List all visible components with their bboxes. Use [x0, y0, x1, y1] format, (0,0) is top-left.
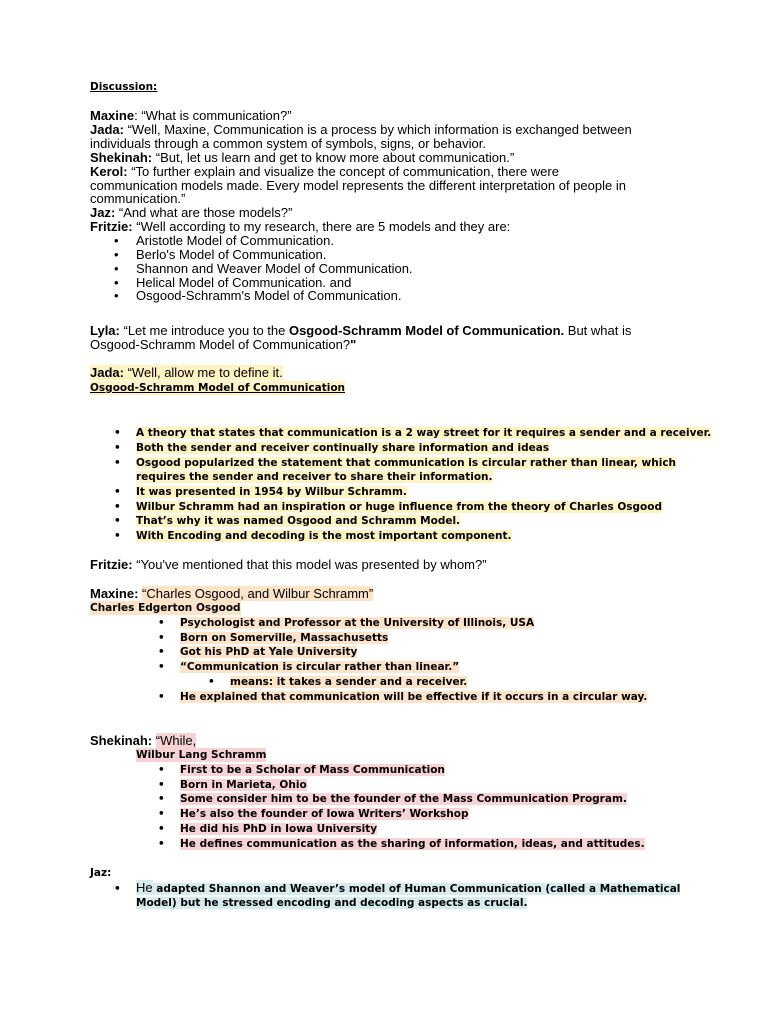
dialogue-line: [90, 165, 559, 179]
schramm-name-heading: Wilbur Lang Schramm: [136, 749, 267, 761]
schramm-fact: [158, 778, 307, 792]
osgood-name-heading: Charles Edgerton Osgood: [90, 602, 241, 614]
fact-text: Psychologist and Professor at the University of Illinois, USA: [180, 617, 535, 629]
dialogue-continuation: [90, 338, 356, 352]
speaker-name: Maxine: [90, 108, 135, 123]
dialogue-text: “Well according to my research, there are 5 models and they are:: [136, 219, 511, 234]
dialogue-text: “What is communication?”: [141, 108, 292, 123]
dialogue-line: [90, 109, 292, 123]
point-text: A theory that states that communication is a 2 way street for it requires a sender and a receiver.: [136, 427, 712, 439]
model-name: Helical Model of Communication. and: [136, 275, 352, 290]
osgood-fact: [158, 631, 388, 645]
dialogue-line: [90, 151, 514, 165]
bullet-icon: [158, 837, 180, 851]
point-text: adapted Shannon and Weaver’s model of Human Communication (called a Mathematical: [152, 883, 681, 895]
theory-point: [114, 514, 460, 528]
theory-point: [114, 441, 549, 455]
bullet-icon: [158, 807, 180, 821]
dialogue-text: Osgood-Schramm Model of Communication?: [90, 337, 351, 352]
dialogue-text: “Well, Maxine, Communication is a process by which information is exchanged between: [127, 122, 632, 137]
dialogue-continuation: communication.”: [90, 191, 186, 206]
dialogue-line: [90, 558, 487, 572]
fact-text: Some consider him to be the founder of the Mass Communication Program.: [180, 793, 627, 805]
point-text: With Encoding and decoding is the most important component.: [136, 530, 512, 542]
closing-quote: ": [350, 337, 357, 352]
dialogue-line: [90, 324, 631, 338]
bullet-icon: [114, 426, 136, 440]
fact-text: “Communication is circular rather than linear.”: [180, 661, 460, 673]
theory-point: [114, 529, 512, 543]
bullet-icon: [158, 822, 180, 836]
bullet-icon: [114, 456, 136, 470]
bullet-icon: [208, 675, 230, 689]
dialogue-line: [90, 123, 632, 137]
bullet-icon: [158, 660, 180, 674]
fact-text: Born on Somerville, Massachusetts: [180, 632, 389, 644]
fact-text: He’s also the founder of Iowa Writers’ Workshop: [180, 808, 469, 820]
discussion-heading: Discussion:: [90, 81, 158, 93]
speaker-name: Fritzie:: [90, 557, 133, 572]
separator: :: [134, 108, 142, 123]
speaker-name: Jada:: [90, 122, 124, 137]
osgood-schramm-heading: Osgood-Schramm Model of Communication: [90, 382, 346, 394]
bullet-icon: [158, 645, 180, 659]
model-list-item: [114, 262, 413, 276]
theory-point-continuation: [136, 470, 493, 484]
dialogue-text: “But, let us learn and get to know more about communication.”: [155, 150, 515, 165]
point-text: That’s why it was named Osgood and Schramm Model.: [136, 515, 461, 527]
fact-text: He did his PhD in Iowa University: [180, 823, 378, 835]
jaz-point-continuation: [136, 896, 527, 910]
dialogue-line: [90, 220, 510, 234]
speaker-name: Lyla:: [90, 323, 120, 338]
bullet-icon: [114, 882, 136, 896]
bullet-icon: [114, 262, 136, 276]
point-text: It was presented in 1954 by Wilbur Schramm.: [136, 486, 407, 498]
fact-text: Got his PhD at Yale University: [180, 646, 358, 658]
dialogue-text: “Well, allow me to define it.: [127, 365, 283, 380]
schramm-fact: [158, 837, 645, 851]
model-list-item: [114, 289, 401, 303]
osgood-fact: [158, 660, 459, 674]
fact-text: He defines communication as the sharing of information, ideas, and attitudes.: [180, 838, 645, 850]
osgood-fact: [158, 616, 534, 630]
bullet-icon: [158, 690, 180, 704]
dialogue-text: “And what are those models?”: [118, 205, 293, 220]
fact-text: First to be a Scholar of Mass Communication: [180, 764, 445, 776]
bullet-icon: [114, 248, 136, 262]
theory-point: [114, 485, 407, 499]
speaker-name: Shekinah:: [90, 733, 153, 748]
speaker-name: Shekinah:: [90, 150, 153, 165]
osgood-fact: [158, 645, 357, 659]
bullet-icon: [158, 778, 180, 792]
speaker-name: Jaz:: [90, 867, 112, 879]
fact-text: Born in Marieta, Ohio: [180, 779, 307, 791]
schramm-fact: [158, 822, 377, 836]
osgood-fact: [158, 690, 647, 704]
speaker-name: Fritzie:: [90, 219, 133, 234]
bullet-icon: [114, 485, 136, 499]
speaker-name: Maxine:: [90, 586, 139, 601]
schramm-fact: [158, 763, 445, 777]
model-name: Berlo's Model of Communication.: [136, 247, 327, 262]
model-name: Aristotle Model of Communication.: [136, 233, 334, 248]
schramm-fact: [158, 792, 627, 806]
dialogue-continuation: communication models made. Every model represents the different interpretation of people in: [90, 178, 626, 193]
point-text: requires the sender and receiver to share their information.: [136, 471, 493, 483]
point-text: Model) but he stressed encoding and decoding aspects as crucial.: [136, 897, 528, 909]
speaker-name: Jaz:: [90, 205, 116, 220]
dialogue-text: “To further explain and visualize the concept of communication, there were: [131, 164, 559, 179]
point-text: Wilbur Schramm had an inspiration or huge influence from the theory of Charles Osgood: [136, 501, 662, 513]
speaker-name: Kerol:: [90, 164, 128, 179]
dialogue-continuation: individuals through a common system of symbols, signs, or behavior.: [90, 136, 486, 151]
dialogue-text: “Charles Osgood, and Wilbur Schramm”: [142, 586, 374, 601]
dialogue-text: “You've mentioned that this model was presented by whom?”: [136, 557, 487, 572]
dialogue-text: “While,: [155, 733, 197, 748]
model-name: Osgood-Schramm's Model of Communication.: [136, 288, 402, 303]
bullet-icon: [114, 234, 136, 248]
bullet-icon: [114, 441, 136, 455]
model-list-item: [114, 248, 326, 262]
osgood-sub-fact: [208, 675, 467, 689]
dialogue-text: “Let me introduce you to the: [123, 323, 289, 338]
dialogue-line: [90, 587, 373, 601]
point-text: Both the sender and receiver continually share information and ideas: [136, 442, 550, 454]
dialogue-line: [90, 734, 196, 748]
model-name: Shannon and Weaver Model of Communication.: [136, 261, 413, 276]
bullet-icon: [114, 289, 136, 303]
model-title-emphasis: Osgood-Schramm Model of Communication.: [288, 323, 565, 338]
theory-point: [114, 500, 662, 514]
theory-point: [114, 456, 676, 470]
point-text: He: [136, 880, 153, 895]
model-list-item: [114, 234, 334, 248]
theory-point: [114, 426, 711, 440]
speaker-name: Jada:: [90, 365, 124, 380]
bullet-icon: [158, 763, 180, 777]
bullet-icon: [114, 514, 136, 528]
dialogue-line: [90, 206, 292, 220]
dialogue-text: But what is: [564, 323, 632, 338]
bullet-icon: [158, 792, 180, 806]
bullet-icon: [114, 500, 136, 514]
bullet-icon: [114, 529, 136, 543]
schramm-fact: [158, 807, 469, 821]
dialogue-line: [90, 366, 283, 380]
fact-text: means: it takes a sender and a receiver.: [230, 676, 468, 688]
bullet-icon: [158, 631, 180, 645]
point-text: Osgood popularized the statement that communication is circular rather than linear, which: [136, 457, 677, 469]
jaz-point: [114, 881, 680, 896]
bullet-icon: [158, 616, 180, 630]
fact-text: He explained that communication will be effective if it occurs in a circular way.: [180, 691, 648, 703]
